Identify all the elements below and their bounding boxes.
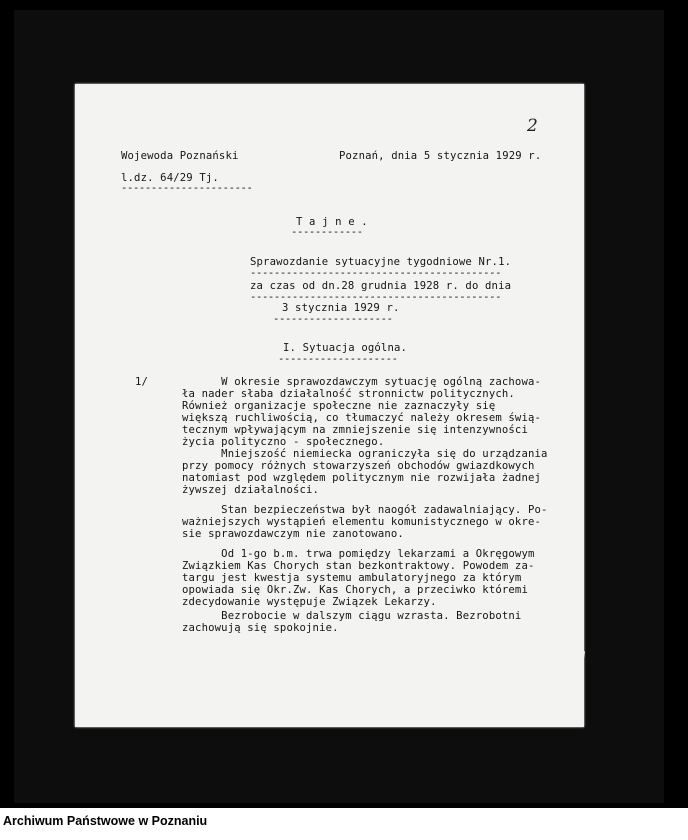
- paragraph-line: ważniejszych wystąpień elementu komunistycznego w okre-: [182, 516, 542, 528]
- sender: Wojewoda Poznański: [121, 150, 239, 162]
- paragraph-line: większą ruchliwością, co tłumaczyć należy okresem świą-: [182, 412, 542, 424]
- report-title-rule-1: ------------------------------------------: [250, 267, 502, 279]
- margin-note: 1/: [135, 376, 149, 388]
- reference-underline: ----------------------: [121, 182, 253, 194]
- section-heading: I. Sytuacja ogólna.: [283, 342, 408, 354]
- paragraph-line: ła nader słaba działalność stronnictw politycznych.: [182, 388, 515, 400]
- paragraph-line: życia polityczno - społecznego.: [182, 436, 385, 448]
- paragraph-line: opowiada się Okr.Zw. Kas Chorych, a przeciwko któremi: [182, 584, 528, 596]
- paragraph-line: Związkiem Kas Chorych stan bezkontraktowy. Powodem za-: [182, 560, 535, 572]
- paragraph-line: zdecydowanie występuje Związek Lekarzy.: [182, 596, 437, 608]
- paragraph-line: zachowują się spokojnie.: [182, 622, 339, 634]
- paragraph-line: tecznym wpływającym na zmniejszenie się intenzywności: [182, 424, 528, 436]
- report-title-line-3: 3 stycznia 1929 r.: [282, 302, 400, 314]
- report-title-line-1: Sprawozdanie sytuacyjne tygodniowe Nr.1.: [250, 256, 512, 268]
- paragraph-line: żywszej działalności.: [182, 484, 320, 496]
- paragraph-line: natomiast pod względem politycznym nie rozwijała żadnej: [182, 472, 542, 484]
- place-date: Poznań, dnia 5 stycznia 1929 r.: [339, 150, 542, 162]
- paragraph-line: Od 1-go b.m. trwa pomiędzy lekarzami a Okręgowym: [182, 548, 535, 560]
- classification-underline: ------------: [291, 226, 363, 238]
- paragraph-line: W okresie sprawozdawczym sytuację ogólną zachowa-: [182, 376, 542, 388]
- paragraph-line: Bezrobocie w dalszym ciągu wzrasta. Bezrobotni: [182, 610, 522, 622]
- paragraph-line: przy pomocy różnych stowarzyszeń obchodów gwiazdkowych: [182, 460, 535, 472]
- paragraph-line: sie sprawozdawczym nie zanotowano.: [182, 528, 404, 540]
- page-number: 2: [527, 116, 538, 136]
- paragraph-line: Mniejszość niemiecka ograniczyła się do urządzania: [182, 448, 548, 460]
- report-title-line-2: za czas od dn.28 grudnia 1928 r. do dnia: [250, 280, 512, 292]
- paragraph-line: Stan bezpieczeństwa był naogół zadawalniający. Po-: [182, 504, 548, 516]
- classification: T a j n e .: [296, 216, 368, 228]
- report-title-rule-2: ------------------------------------------: [250, 291, 502, 303]
- report-title-rule-3: --------------------: [273, 313, 393, 325]
- paragraph-line: Również organizacje społeczne nie zaznaczyły się: [182, 400, 496, 412]
- reference-number: l.dz. 64/29 Tj.: [121, 172, 219, 184]
- document-sheet: [75, 84, 584, 727]
- archive-caption: Archiwum Państwowe w Poznaniu: [3, 814, 208, 828]
- section-heading-underline: --------------------: [278, 353, 398, 365]
- paragraph-line: targu jest kwestja systemu ambulatoryjnego za którym: [182, 572, 522, 584]
